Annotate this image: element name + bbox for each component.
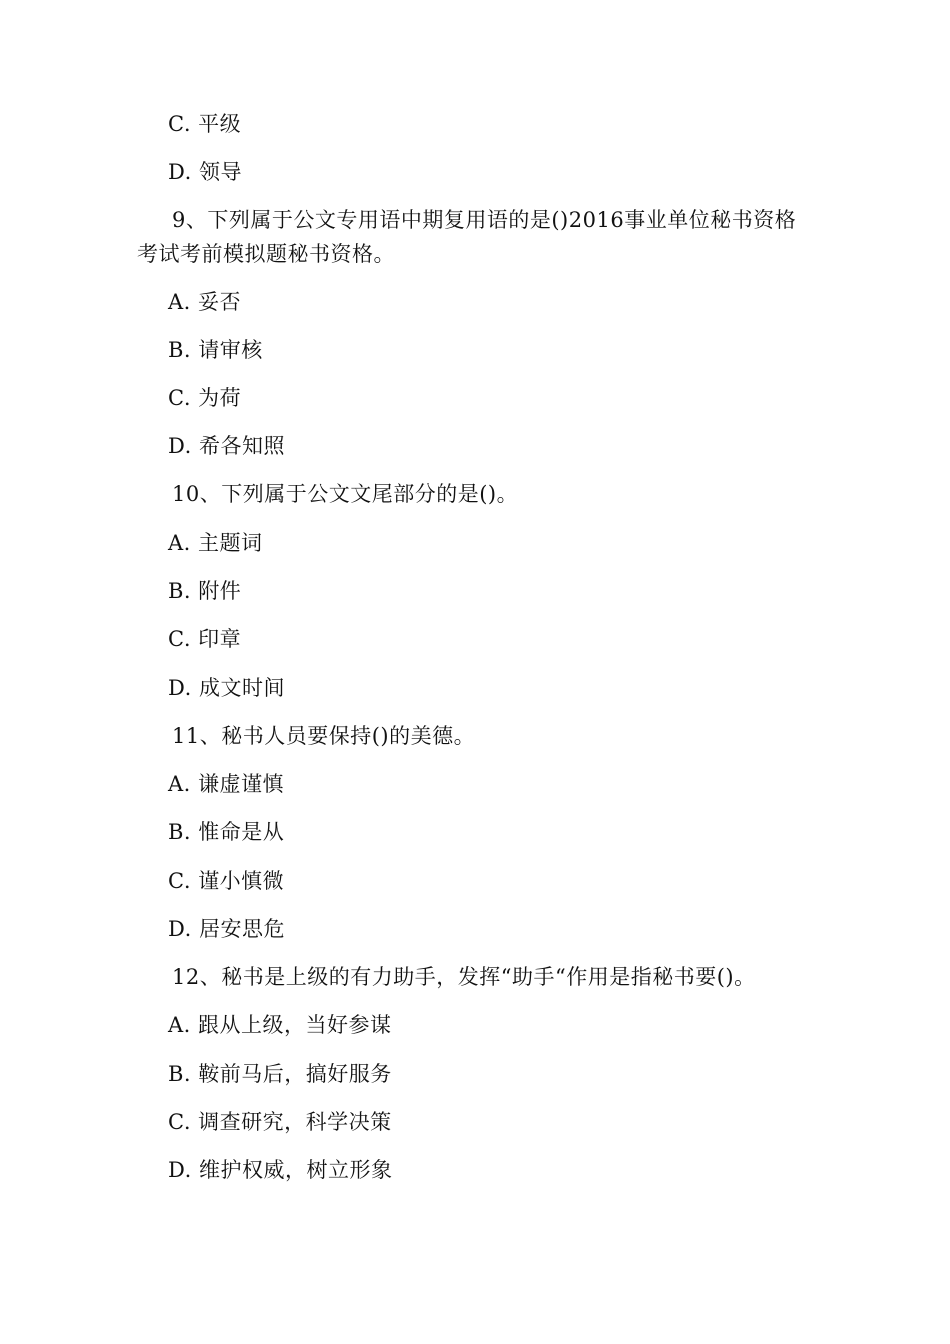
question-11-option-a: A. 谦虚谨慎 <box>168 772 285 796</box>
question-11-option-b: B. 惟命是从 <box>168 820 285 844</box>
question-11-option-c: C. 谨小慎微 <box>168 869 285 893</box>
option-prev-d: D. 领导 <box>168 160 242 184</box>
question-12-option-b: B. 鞍前马后，搞好服务 <box>168 1062 392 1086</box>
question-10-option-d: D. 成文时间 <box>168 676 285 700</box>
question-12-option-d: D. 维护权威，树立形象 <box>168 1158 393 1182</box>
question-9-option-a: A. 妥否 <box>168 290 242 314</box>
question-11-option-d: D. 居安思危 <box>168 917 285 941</box>
question-10-option-a: A. 主题词 <box>168 531 263 555</box>
question-9-option-b: B. 请审核 <box>168 338 263 362</box>
question-9-option-d: D. 希各知照 <box>168 434 285 458</box>
question-10-option-c: C. 印章 <box>168 627 242 651</box>
question-12-option-a: A. 跟从上级，当好参谋 <box>168 1013 392 1037</box>
question-12-option-c: C. 调查研究，科学决策 <box>168 1110 392 1134</box>
question-12-stem: 12、秘书是上级的有力助手，发挥“助手“作用是指秘书要()。 <box>172 965 756 989</box>
question-10-stem: 10、下列属于公文文尾部分的是()。 <box>172 482 519 506</box>
question-9-stem-line2: 考试考前模拟题秘书资格。 <box>137 242 395 266</box>
question-10-option-b: B. 附件 <box>168 579 242 603</box>
question-11-stem: 11、秘书人员要保持()的美德。 <box>172 724 476 748</box>
question-9-option-c: C. 为荷 <box>168 386 242 410</box>
question-9-stem-line1: 9、下列属于公文专用语中期复用语的是()2016事业单位秘书资格 <box>172 208 797 232</box>
option-prev-c: C. 平级 <box>168 112 242 136</box>
